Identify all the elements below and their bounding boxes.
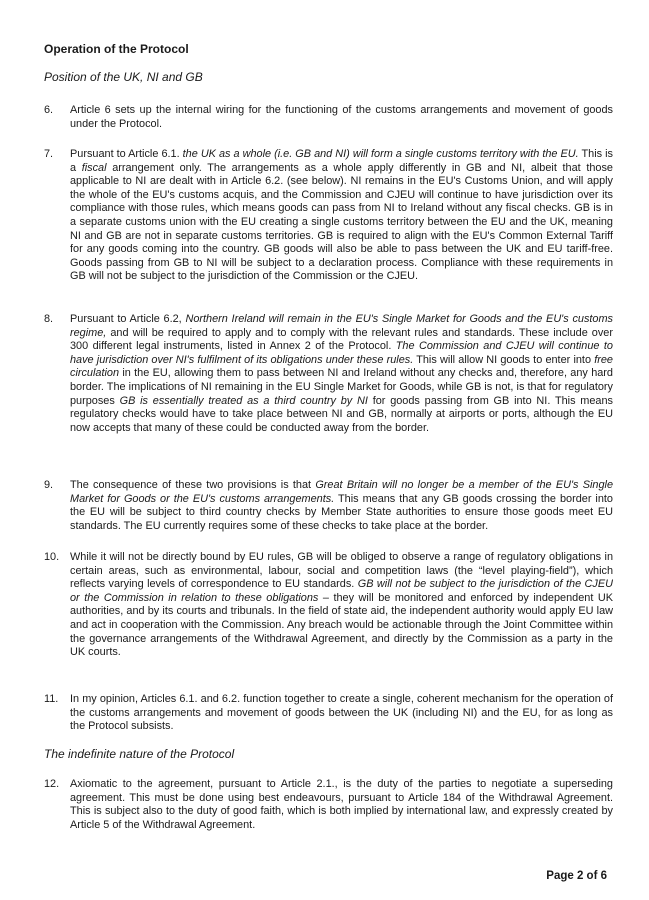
paragraph-number: 12. [44,778,60,790]
paragraph-12 [44,778,613,832]
paragraph-9 [44,479,613,533]
text-run: This means that any GB goods crossing the border into the EU will be subject to third country checks by Member State authorities to ensure those goods meet EU standards. The EU currently requires some of these checks to take place at the border. [70,492,613,532]
paragraph-number: 11. [44,693,59,705]
paragraph-11 [44,693,613,734]
text-run: While it will not be directly bound by EU rules, GB will be obliged to observe a range of regulatory obligations in certain areas, such as environmental, labour, social and competition laws (the “level playing-field”), which reflects varying levels of correspondence to EU standards. [70,551,613,591]
paragraph-text [70,778,613,832]
paragraph-10 [44,551,613,660]
text-run: Axiomatic to the agreement, pursuant to Article 2.1., is the duty of the parties to negotiate a superseding agreement. This must be done using best endeavours, pursuant to Article 184 of the Withdrawal Agreement. This is subject also to the duty of good faith, which is both implied by international law, and expressly created by Article 5 of the Withdrawal Agreement. [70,778,613,831]
text-run: The consequence of these two provisions is that [70,479,316,491]
text-run: Article 6 sets up the internal wiring for the functioning of the customs arrangements and movement of goods under the Protocol. [70,104,613,130]
paragraph-number: 8. [44,313,54,325]
text-run: Pursuant to Article 6.1. [70,148,183,160]
italic-text-run: free circulation [70,353,613,380]
paragraph-8 [44,313,613,435]
section-heading: Operation of the Protocol [44,42,189,56]
page-number: Page 2 of 6 [546,870,607,882]
italic-text-run: Great Britain will no longer be a member of the EU's Single Market for Goods or the EU's customs arrangements. [70,479,613,505]
italic-text-run: Northern Ireland will remain in the EU's Single Market for Goods and the EU's customs regime, [70,313,613,339]
paragraph-number: 6. [44,104,54,116]
text-run: Pursuant to Article 6.2, [70,313,186,325]
italic-text-run: the UK as a whole (i.e. GB and NI) will form a single customs territory with the EU. [182,148,579,160]
italic-text-run: GB will not be subject to the jurisdiction of the CJEU or the Commission in relation to these obligations [70,578,613,604]
text-run: This is a [70,148,613,174]
paragraph-text [70,104,613,131]
subheading-indefinite: The indefinite nature of the Protocol [44,747,235,761]
paragraph-number: 9. [44,479,54,491]
text-run: In my opinion, Articles 6.1. and 6.2. function together to create a single, coherent mechanism for the operation of the customs arrangements and movement of goods between the UK (including NI) and the EU, for as long as the Protocol subsists. [70,693,613,733]
text-run: This will allow NI goods to enter into [413,353,595,366]
text-run: in the EU, allowing them to pass between NI and Ireland without any checks and, therefore, any hard border. The implications of NI remaining in the EU Single Market for Goods, while GB is not, is that for regulatory purposes [70,367,613,407]
text-run: and will be required to apply and to comply with the relevant rules and standards. These include over 300 different legal instruments, listed in Annex 2 of the Protocol. [70,326,613,353]
paragraph-text [70,313,613,435]
subheading-position: Position of the UK, NI and GB [44,70,203,84]
paragraph-6 [44,104,613,131]
italic-text-run: The Commission and CJEU will continue to have jurisdiction over NI's fulfilment of its obligations under these rules. [70,340,613,366]
paragraph-7 [44,148,613,284]
text-run: arrangement only. The arrangements as a whole apply differently in GB and NI, albeit that those applicable to NI are dealt with in Article 6.2. (see below). NI remains in the EU's Customs Union, and will apply the whole of the EU's customs acquis, and the Commission and CJEU will continue to have jurisdiction over its compliance with those rules, which means goods can pass from NI to Ireland without any fiscal checks. GB is in a separate customs union with the EU creating a single customs territory between the EU and the UK, meaning NI and GB are not in separate customs territories. GB is required to align with the EU's Common External Tariff for any goods coming into the country. GB goods will also be able to pass between the UK and EU tariff-free. Goods passing from GB to NI will be subject to a declaration process. Compliance with these requirements in GB will not be subject to the jurisdiction of the Commission or the CJEU. [70,161,613,283]
text-run: for goods passing from GB into NI. This means regulatory checks would have to take place between NI and GB, normally at airports or ports, although the EU now accepts that many of these could be conducted away from the border. [70,394,613,434]
paragraph-number: 10. [44,551,60,563]
paragraph-text [70,148,613,284]
paragraph-text [70,551,613,660]
paragraph-number: 7. [44,148,54,160]
paragraph-text [70,479,613,533]
text-run: – they will be monitored and enforced by independent UK authorities, and by its courts and tribunals. In the field of state aid, the independent authority would apply EU law and act in cooperation with the Commission. Any breach would be actionable through the Joint Committee within the governance arrangements of the Withdrawal Agreement, and directly by the Commission as a party in the UK courts. [70,591,613,659]
paragraph-text [70,693,613,734]
italic-text-run: fiscal [81,161,107,174]
italic-text-run: GB is essentially treated as a third country by NI [119,394,368,407]
